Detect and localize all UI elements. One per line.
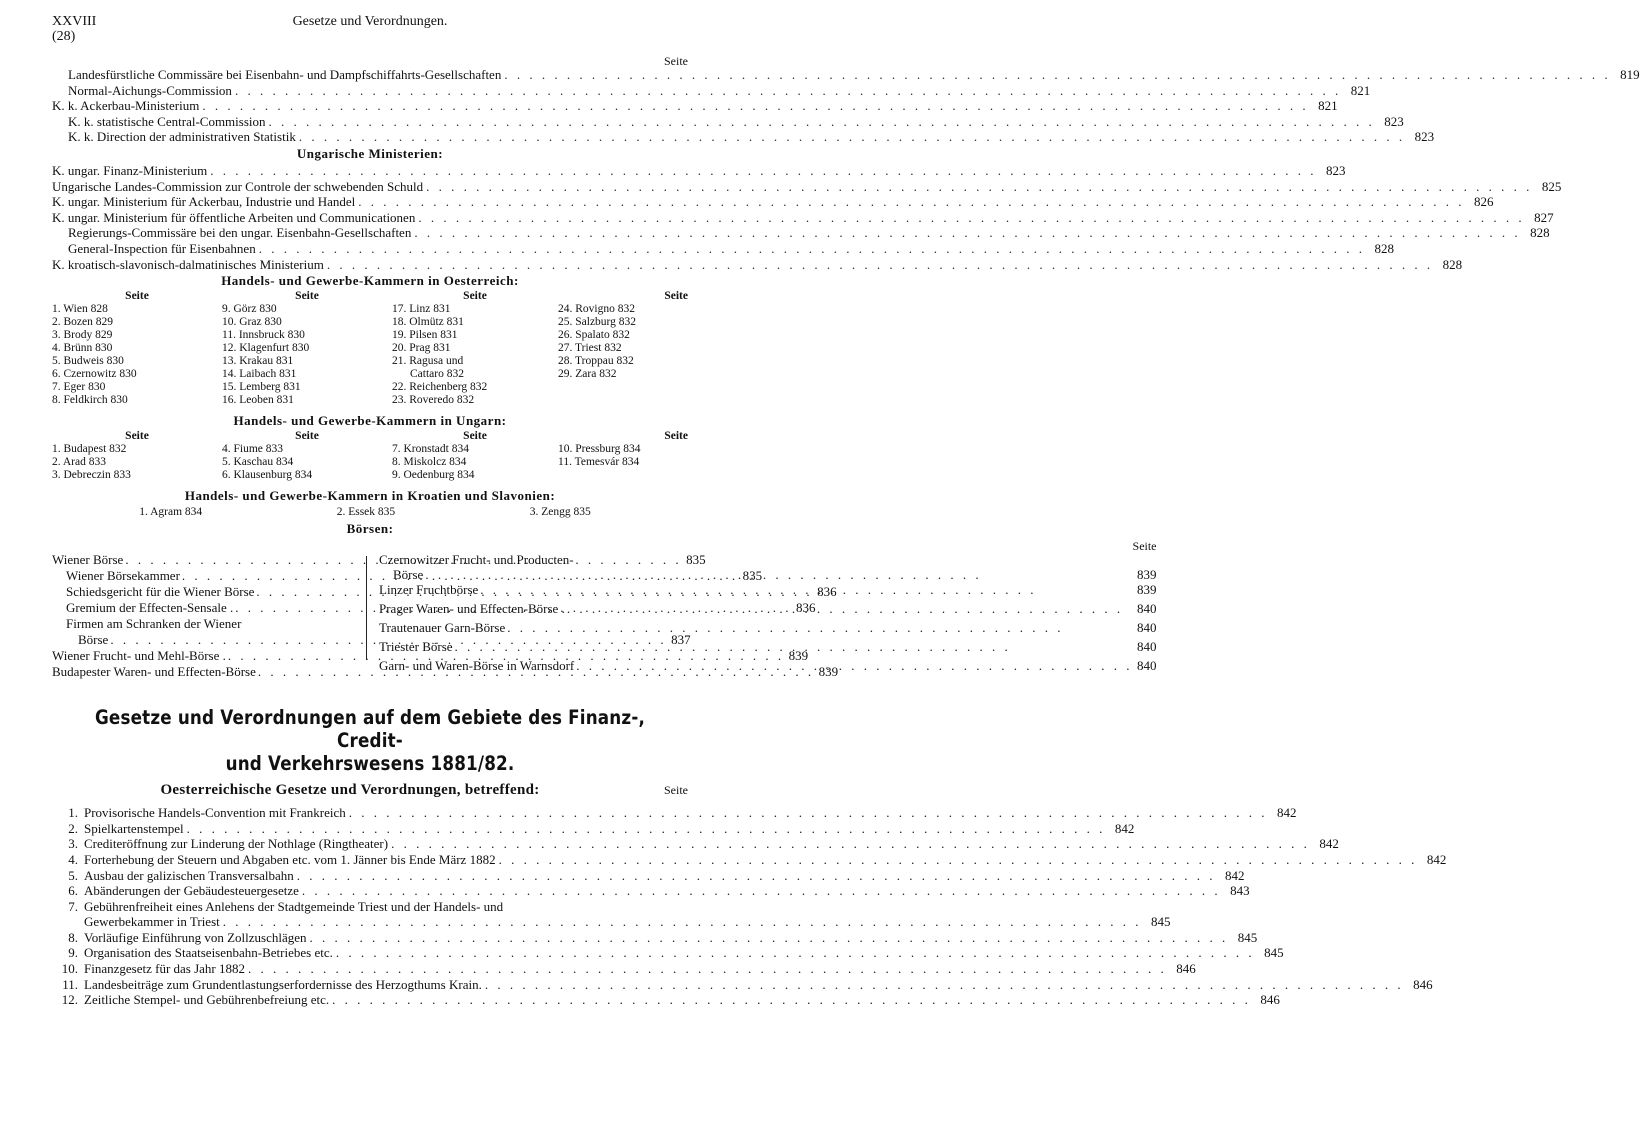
column-seite-label: Seite (125, 430, 149, 443)
law-text: Organisation des Staatseisenbahn-Betriebes etc. (84, 945, 333, 961)
chamber-entry: 12. Klagenfurt 830 (222, 342, 310, 355)
leader-dots (349, 805, 1268, 820)
leader-dots (223, 914, 1142, 929)
boerse-entry (379, 582, 1157, 601)
boerse-entry-page: 840 (1137, 601, 1157, 617)
boerse-entry-page: 840 (1137, 658, 1157, 674)
law-entry (52, 914, 1171, 930)
toc-entry (52, 113, 1404, 130)
kammern-oesterreich-grid (52, 290, 688, 407)
toc-entry (52, 178, 1562, 195)
boerse-entry-text: Linzer Fruchtbörse (379, 582, 479, 598)
law-page: 845 (1237, 929, 1258, 945)
boerse-entry-text: Garn- und Waren-Börse in Warnsdorf (379, 658, 575, 674)
chamber-entry: 18. Olmütz 831 (392, 316, 464, 329)
kammern-kroatien-row (52, 505, 688, 520)
chamber-entry: 20. Prag 831 (392, 342, 451, 355)
boerse-entry-text: Gremium der Effecten-Sensale . (66, 600, 234, 616)
chamber-entry (558, 469, 688, 482)
law-text: Landesbeiträge zum Grundentlastungserfordernisse des Herzogthums Krain. (84, 976, 482, 992)
boerse-entry-text: Czernowitzer Frucht- und Producten- (379, 552, 574, 568)
boerse-entry-page: 840 (1137, 620, 1157, 636)
toc-entry-text: K. k. Direction der administrativen Statistik (68, 129, 296, 145)
leader-dots (391, 836, 1310, 851)
chamber-entry: 2. Essek 835 (336, 506, 396, 519)
boerse-entry (52, 616, 348, 632)
law-number: 11. (62, 976, 78, 992)
leader-dots (299, 129, 1405, 144)
chamber-entry: 26. Spalato 832 (558, 329, 630, 342)
boersen-heading: Börsen: (346, 521, 394, 537)
law-text: Gewerbekammer in Triest (84, 914, 220, 930)
chamber-entry: 5. Budweis 830 (52, 355, 124, 368)
law-entry (52, 883, 1250, 899)
leader-dots (455, 639, 1133, 655)
chamber-entry: 23. Roveredo 832 (392, 394, 475, 407)
chamber-entry: 14. Laibach 831 (222, 368, 297, 381)
chamber-entry: 1. Agram 834 (139, 506, 203, 519)
toc-entry-page: 823 (1414, 129, 1435, 145)
boerse-entry (52, 648, 809, 664)
main-title-line-2: und Verkehrswesens 1881/82. (225, 752, 515, 776)
boerse-entry (379, 639, 1157, 658)
boerse-entry-text: Börse (78, 632, 109, 648)
law-text: Ausbau der galizischen Transversalbahn (84, 867, 294, 883)
boerse-entry-page: 835 (742, 568, 763, 584)
toc-entry-page: 819 (1620, 67, 1640, 82)
chamber-entry: 24. Rovigno 832 (558, 303, 635, 316)
toc-entry-text: K. ungar. Ministerium für Ackerbau, Industrie und Handel (52, 194, 356, 210)
leader-dots (235, 83, 1341, 98)
running-title: Gesetze und Verordnungen. (292, 14, 448, 29)
chamber-entry: 17. Linz 831 (392, 303, 451, 316)
laws-list (52, 805, 1447, 1008)
boerse-entry-page: 839 (1137, 582, 1157, 598)
toc-entry-text: General-Inspection für Eisenbahnen (68, 240, 256, 256)
chamber-entry: 11. Temesvár 834 (558, 456, 640, 469)
law-text: Abänderungen der Gebäudesteuergesetze (84, 883, 299, 899)
boerse-entry-page: 836 (796, 600, 816, 616)
leader-dots (425, 567, 1132, 583)
leader-dots (504, 67, 1610, 82)
chamber-entry: 16. Leoben 831 (222, 394, 294, 407)
boerse-entry-page: 839 (1137, 567, 1157, 583)
leader-dots (567, 601, 1133, 617)
toc-entry-text: Normal-Aichungs-Commission (68, 82, 232, 98)
law-entry (52, 961, 1196, 977)
kammern-oesterreich-heading: Handels- und Gewerbe-Kammern in Oesterreich: (221, 273, 519, 289)
toc-entry-page: 828 (1374, 240, 1394, 256)
law-entry (52, 992, 1280, 1008)
law-number: 1. (68, 805, 78, 821)
chamber-entry: 19. Pilsen 831 (392, 329, 458, 342)
toc-entry (52, 209, 1554, 226)
chamber-entry: 7. Eger 830 (52, 381, 106, 394)
boerse-entry (379, 552, 1157, 567)
boerse-entry-text: Firmen am Schranken der Wiener (66, 616, 242, 632)
toc-entry-page: 828 (1442, 256, 1463, 272)
law-entry (52, 899, 688, 915)
law-page: 842 (1319, 836, 1339, 852)
law-number: 7. (68, 898, 78, 914)
chamber-entry: 25. Salzburg 832 (558, 316, 637, 329)
law-entry (52, 929, 1258, 946)
law-number: 2. (68, 820, 78, 836)
law-text: Gebührenfreiheit eines Anlehens der Stadtgemeinde Triest und der Handels- und (84, 898, 504, 914)
law-number: 6. (68, 883, 78, 899)
boersen-table (52, 538, 1157, 680)
law-entry (52, 976, 1433, 993)
chamber-entry: 22. Reichenberg 832 (392, 381, 488, 394)
boerse-entry-text: Schiedsgericht für die Wiener Börse (66, 584, 255, 600)
boerse-entry-page: 835 (686, 552, 706, 568)
main-section-title (73, 706, 666, 775)
leader-dots (336, 945, 1255, 960)
law-page: 842 (1426, 851, 1447, 867)
boerse-entry (379, 658, 1157, 677)
leader-dots (576, 658, 1132, 674)
column-seite-label: Seite (664, 290, 688, 303)
law-number: 12. (61, 992, 78, 1008)
chamber-entry: 21. Ragusa und (392, 355, 464, 368)
toc-entry-page: 823 (1326, 162, 1346, 178)
chamber-entry: 28. Troppau 832 (558, 355, 634, 368)
leader-dots (259, 241, 1365, 256)
chamber-entry: 3. Debreczin 833 (52, 469, 131, 482)
boersen-divider (366, 556, 367, 660)
law-number: 10. (61, 961, 78, 977)
chamber-entry: 1. Wien 828 (52, 303, 108, 316)
kammern-ungarn-grid (52, 430, 688, 482)
chamber-entry (558, 394, 688, 407)
toc-entry (52, 82, 1371, 99)
law-page: 845 (1151, 914, 1171, 930)
toc-entry-page: 828 (1530, 225, 1550, 241)
toc-entry (52, 98, 1338, 114)
boerse-entry-text: Budapester Waren- und Effecten-Börse (52, 664, 256, 680)
toc-entry-page: 827 (1534, 209, 1554, 225)
boerse-entry-page: 839 (818, 664, 839, 680)
law-entry (52, 851, 1447, 868)
boerse-entry-text: Prager Waren- und Effecten-Börse . (379, 601, 565, 617)
ungarische-entries-list (52, 162, 1562, 272)
toc-entry (52, 256, 1463, 273)
boerse-entry-page: 839 (788, 648, 809, 664)
leader-dots (327, 257, 1433, 272)
chamber-entry: 29. Zara 832 (558, 368, 617, 381)
law-number: 5. (68, 867, 78, 883)
chamber-entry: 13. Krakau 831 (222, 355, 294, 368)
law-page: 842 (1277, 805, 1297, 821)
chamber-entry: 15. Lemberg 831 (222, 381, 301, 394)
ungarische-heading: Ungarische Ministerien: (296, 145, 444, 161)
chamber-entry: 8. Feldkirch 830 (52, 394, 128, 407)
toc-entry-text: K. ungar. Ministerium für öffentliche Arbeiten und Communicationen (52, 209, 416, 225)
leader-dots (426, 179, 1532, 194)
leader-dots (485, 977, 1404, 992)
law-number: 4. (68, 851, 78, 867)
toc-entry (52, 67, 1640, 83)
boerse-entry (379, 601, 1157, 620)
boerse-entry-text: Triester Börse (379, 639, 453, 655)
toc-entry (52, 225, 1550, 241)
boerse-entry-text: Wiener Börse (52, 552, 124, 568)
toc-entry-text: K. ungar. Finanz-Ministerium (52, 162, 208, 178)
law-number: 8. (68, 929, 78, 945)
law-text: Finanzgesetz für das Jahr 1882 (84, 961, 246, 977)
law-entry (52, 867, 1245, 884)
spacer (52, 538, 348, 552)
chamber-entry: 1. Budapest 832 (52, 443, 127, 456)
chamber-entry: 10. Pressburg 834 (558, 443, 641, 456)
toc-entry-text: Regierungs-Commissäre bei den ungar. Eisenbahn-Gesellschaften (68, 225, 412, 241)
law-text: Zeitliche Stempel- und Gebührenbefreiung etc. (84, 992, 330, 1008)
law-page: 845 (1264, 945, 1284, 961)
toc-entry-page: 821 (1318, 98, 1338, 114)
toc-entry (52, 194, 1494, 210)
boersen-seite-label: Seite (1132, 539, 1157, 554)
seite-label: Seite (664, 54, 688, 68)
chamber-entry (558, 381, 688, 394)
chamber-entry: 8. Miskolcz 834 (392, 456, 467, 469)
chamber-entry: 10. Graz 830 (222, 316, 282, 329)
boerse-entry-text: Börse (393, 567, 424, 583)
laws-seite-label: Seite (664, 783, 688, 798)
chamber-entry: 2. Arad 833 (52, 456, 106, 469)
toc-entry-text: Landesfürstliche Commissäre bei Eisenbahn- und Dampfschiffahrts-Gesellschaften (68, 67, 502, 82)
chamber-entry: 6. Czernowitz 830 (52, 368, 137, 381)
leader-dots (302, 883, 1221, 898)
law-page: 846 (1413, 976, 1433, 992)
chamber-entry: 7. Kronstadt 834 (392, 443, 469, 456)
boerse-entry-page: 840 (1137, 639, 1157, 655)
chamber-entry: 2. Bozen 829 (52, 316, 114, 329)
law-entry (52, 805, 1297, 821)
toc-entry-text: Ungarische Landes-Commission zur Controle der schwebenden Schuld (52, 178, 424, 194)
boerse-entry (379, 567, 1157, 582)
boerse-entry-page: 837 (671, 632, 691, 648)
leader-dots (297, 868, 1216, 883)
leader-dots (414, 225, 1520, 240)
law-text: Spielkartenstempel (84, 820, 184, 836)
toc-entry-page: 821 (1350, 82, 1371, 98)
boerse-entry (52, 568, 763, 584)
leader-dots (418, 210, 1524, 225)
boerse-entry-text: Trautenauer Garn-Börse (379, 620, 506, 636)
chamber-entry: 27. Triest 832 (558, 342, 622, 355)
law-entry (52, 820, 1135, 837)
kammern-kroatien-heading: Handels- und Gewerbe-Kammern in Kroatien und Slavonien: (184, 488, 556, 504)
boerse-entry (379, 620, 1157, 639)
page-header (52, 14, 688, 44)
law-text: Provisorische Handels-Convention mit Frankreich (84, 805, 346, 821)
toc-entry-text: K. k. statistische Central-Commission (68, 113, 266, 129)
toc-entry (52, 240, 1394, 257)
law-number: 3. (68, 836, 78, 852)
toc-entry-page: 826 (1474, 194, 1494, 210)
chamber-entry: 4. Brünn 830 (52, 342, 113, 355)
leader-dots (358, 194, 1464, 209)
law-page: 843 (1230, 883, 1250, 899)
chamber-entry: 6. Klausenburg 834 (222, 469, 313, 482)
page-number: XXVIII (28) (52, 14, 97, 44)
law-text: Crediteröffnung zur Linderung der Nothlage (Ringtheater) (84, 836, 389, 852)
law-page: 842 (1225, 867, 1245, 883)
law-text: Forterhebung der Steuern und Abgaben etc. vom 1. Jänner bis Ende März 1882 (84, 851, 496, 867)
toc-entry-page: 823 (1384, 113, 1404, 129)
laws-heading: Oesterreichische Gesetze und Verordnungen, betreffend: (160, 782, 540, 799)
leader-dots (480, 582, 1132, 598)
main-title-line-1: Gesetze und Verordnungen auf dem Gebiete des Finanz-, Credit- (94, 706, 646, 753)
column-seite-label: Seite (463, 290, 487, 303)
leader-dots (269, 114, 1375, 129)
chamber-entry: Cattaro 832 (410, 368, 464, 381)
leader-dots (310, 930, 1229, 945)
law-page: 842 (1114, 820, 1135, 836)
leader-dots (507, 620, 1132, 636)
toc-entry-text: K. kroatisch-slavonisch-dalmatinisches Ministerium (52, 256, 324, 272)
law-page: 846 (1260, 992, 1280, 1008)
column-seite-label: Seite (295, 290, 319, 303)
chamber-entry: 3. Zengg 835 (529, 506, 591, 519)
leader-dots (332, 992, 1251, 1007)
law-entry (52, 836, 1339, 852)
document-page (52, 14, 1640, 1008)
column-seite-label: Seite (295, 430, 319, 443)
leader-dots (202, 98, 1308, 113)
toc-entry (52, 129, 1435, 145)
toc-entry-page: 825 (1541, 178, 1562, 194)
leader-dots (187, 821, 1106, 836)
chamber-entry: 4. Fiume 833 (222, 443, 284, 456)
law-number: 9. (68, 945, 78, 961)
chamber-entry: 9. Görz 830 (222, 303, 277, 316)
kammern-ungarn-heading: Handels- und Gewerbe-Kammern in Ungarn: (233, 413, 507, 429)
toc-entry-text: K. k. Ackerbau-Ministerium (52, 98, 200, 114)
column-seite-label: Seite (125, 290, 149, 303)
toc-entry (52, 162, 1346, 179)
column-seite-label: Seite (463, 430, 487, 443)
law-entry (52, 945, 1284, 961)
column-seite-label: Seite (664, 430, 688, 443)
law-page: 846 (1176, 961, 1196, 977)
laws-heading-row (52, 783, 688, 805)
boerse-entry-text: Wiener Börsekammer (66, 568, 180, 584)
chamber-entry: 5. Kaschau 834 (222, 456, 294, 469)
top-entries-list (52, 67, 1640, 145)
boerse-entry-text: Wiener Frucht- und Mehl-Börse . (52, 648, 226, 664)
leader-dots (210, 163, 1316, 178)
chamber-entry: 3. Brody 829 (52, 329, 113, 342)
leader-dots (248, 961, 1167, 976)
boersen-right-column (379, 538, 1157, 680)
boerse-entry-page: 836 (817, 584, 837, 600)
chamber-entry: 9. Oedenburg 834 (392, 469, 475, 482)
law-text: Vorläufige Einführung von Zollzuschlägen (84, 929, 307, 945)
leader-dots (499, 852, 1418, 867)
chamber-entry: 11. Innsbruck 830 (222, 329, 305, 342)
